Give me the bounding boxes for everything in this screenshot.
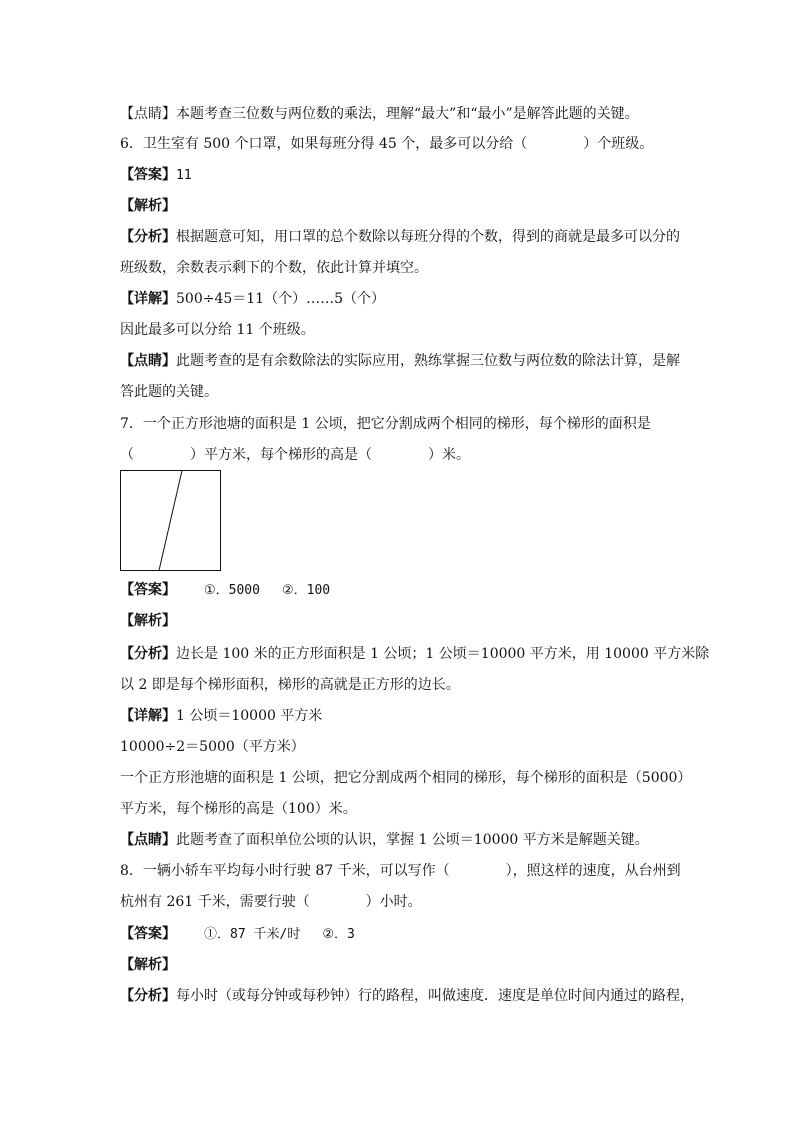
q6-dianjing-text-2: 答此题的关键。 bbox=[120, 384, 218, 400]
q6-stem bbox=[120, 134, 680, 154]
q7-dianjing-text-1: 此题考查了面积单位公顷的认识，掌握 1 公顷＝10000 平方米是解题关键。 bbox=[176, 832, 649, 848]
q8-stem-1 bbox=[120, 861, 680, 881]
q8-analysis-heading bbox=[120, 955, 680, 975]
q6-fenxi-2 bbox=[120, 258, 680, 278]
q6-dianjing-1 bbox=[120, 351, 680, 371]
q7-xiangjie-text-3: 一个正方形池塘的面积是 1 公顷，把它分割成两个相同的梯形，每个梯形的面积是（5000） bbox=[120, 770, 692, 786]
q6-dianjing-text-1: 此题考查的是有余数除法的实际应用，熟练掌握三位数与两位数的除法计算，是解 bbox=[176, 353, 680, 369]
q7-stem-text-1: 7．一个正方形池塘的面积是 1 公顷，把它分割成两个相同的梯形，每个梯形的面积是 bbox=[120, 416, 651, 432]
q6-xiangjie-text-2: 因此最多可以分给 11 个班级。 bbox=[120, 322, 315, 338]
q6-stem-text: 6．卫生室有 500 个口罩，如果每班分得 45 个，最多可以分给（ ）个班级。 bbox=[120, 136, 654, 152]
q8-fenxi-1 bbox=[120, 986, 694, 1006]
q7-fenxi-1 bbox=[120, 644, 710, 664]
q7-stem-1 bbox=[120, 414, 680, 434]
q7-fenxi-text-1: 边长是 100 米的正方形面积是 1 公顷；1 公顷＝10000 平方米，用 10000 平方米除 bbox=[176, 646, 710, 662]
q6-fenxi-text-2: 班级数，余数表示剩下的个数，依此计算并填空。 bbox=[120, 260, 428, 276]
q7-xiangjie-4 bbox=[120, 799, 680, 819]
q7-answer-1: ①．5000 bbox=[204, 583, 260, 598]
q7-xiangjie-text-2: 10000÷2＝5000（平方米） bbox=[120, 739, 305, 755]
q6-xiangjie-1 bbox=[120, 289, 680, 309]
analysis-tag: 【解析】 bbox=[120, 613, 176, 629]
q7-answer-2: ②．100 bbox=[281, 583, 331, 598]
q8-answer-2: ②．3 bbox=[322, 927, 355, 942]
answer-tag: 【答案】 bbox=[120, 167, 176, 183]
q7-xiangjie-2 bbox=[120, 737, 680, 757]
answer-tag: 【答案】 bbox=[120, 582, 176, 598]
q7-analysis-heading bbox=[120, 611, 680, 631]
xiangjie-tag: 【详解】 bbox=[120, 708, 176, 724]
q7-fenxi-2 bbox=[120, 675, 680, 695]
q7-answer bbox=[120, 580, 680, 601]
q7-stem-text-2: （ ）平方米，每个梯形的高是（ ）米。 bbox=[120, 447, 470, 463]
q6-xiangjie-text-1: 500÷45＝11（个）……5（个） bbox=[176, 291, 385, 307]
fenxi-tag: 【分析】 bbox=[120, 229, 176, 245]
q7-stem-2 bbox=[120, 445, 680, 465]
q6-dianjing-2 bbox=[120, 382, 680, 402]
xiangjie-tag: 【详解】 bbox=[120, 291, 176, 307]
fenxi-tag: 【分析】 bbox=[120, 988, 176, 1004]
q7-xiangjie-3 bbox=[120, 768, 692, 788]
analysis-tag: 【解析】 bbox=[120, 198, 176, 214]
q8-stem-2 bbox=[120, 892, 680, 912]
dianjing-tag: 【点睛】 bbox=[120, 353, 176, 369]
q7-fenxi-text-2: 以 2 即是每个梯形面积，梯形的高就是正方形的边长。 bbox=[120, 677, 460, 693]
square-pond-figure bbox=[120, 470, 221, 571]
dianjing-tag: 【点睛】 bbox=[120, 832, 176, 848]
q7-xiangjie-text-4: 平方米，每个梯形的高是（100）米。 bbox=[120, 801, 357, 817]
answer-tag: 【答案】 bbox=[120, 926, 176, 942]
fenxi-tag: 【分析】 bbox=[120, 646, 176, 662]
analysis-tag: 【解析】 bbox=[120, 957, 176, 973]
q8-answer-1: ①．87 千米/时 bbox=[204, 927, 301, 942]
q8-answer bbox=[120, 924, 680, 945]
q6-fenxi-1 bbox=[120, 227, 680, 247]
q6-fenxi-text-1: 根据题意可知，用口罩的总个数除以每班分得的个数，得到的商就是最多可以分的 bbox=[176, 229, 680, 245]
q7-xiangjie-1 bbox=[120, 706, 680, 726]
q5-dianjing-line bbox=[120, 104, 680, 124]
q6-analysis-heading bbox=[120, 196, 680, 216]
q8-stem-text-1: 8．一辆小轿车平均每小时行驶 87 千米，可以写作（ ），照这样的速度，从台州到 bbox=[120, 863, 681, 879]
q6-xiangjie-2 bbox=[120, 320, 680, 340]
q5-dianjing-text: 【点睛】本题考查三位数与两位数的乘法，理解“最大”和“最小”是解答此题的关键。 bbox=[120, 106, 639, 122]
q6-answer-value: 11 bbox=[176, 168, 192, 183]
q8-fenxi-text-1: 每小时（或每分钟或每秒钟）行的路程，叫做速度．速度是单位时间内通过的路程， bbox=[176, 988, 694, 1004]
q6-answer bbox=[120, 165, 680, 186]
q7-xiangjie-text-1: 1 公顷＝10000 平方米 bbox=[176, 708, 323, 724]
q7-dianjing-1 bbox=[120, 830, 680, 850]
dividing-line bbox=[159, 471, 182, 571]
q8-stem-text-2: 杭州有 261 千米，需要行驶（ ）小时。 bbox=[120, 894, 422, 910]
